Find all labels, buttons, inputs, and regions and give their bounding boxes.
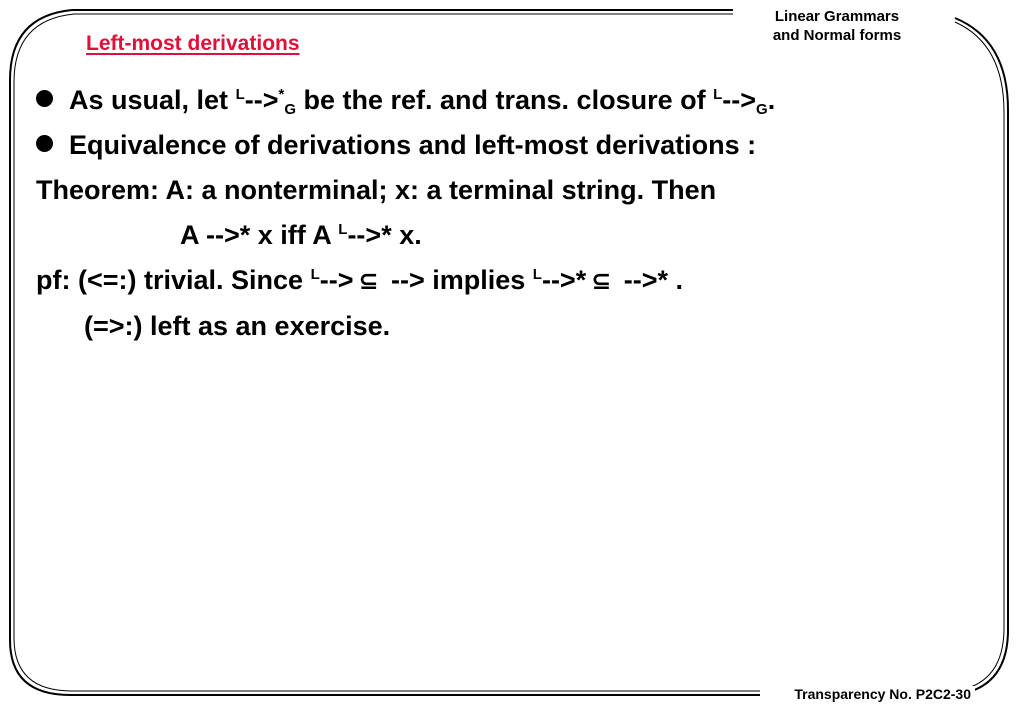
footer-label: Transparency No. P2C2-30: [790, 686, 975, 702]
theorem-statement: A -->* x iff A $^L$-->* x.: [180, 220, 422, 250]
bullet-icon: [36, 90, 53, 107]
proof-line-1: pf: (<=:) trivial. Since $^L$--> ⊆ --> implies $^L$-->* ⊆ -->* .: [36, 264, 683, 301]
slide-title: Left-most derivations: [86, 32, 300, 55]
bullet-line-1: As usual, let $^L$-->*G be the ref. and trans. closure of $^L$-->G.: [36, 84, 775, 121]
header-topic: [733, 7, 941, 45]
subset-icon: ⊆: [358, 268, 379, 295]
proof-line-2: (=>:) left as an exercise.: [84, 311, 391, 341]
topic-line-1: Linear Grammars: [774, 8, 900, 25]
topic-line-2: and Normal forms: [772, 27, 902, 44]
subset-icon: ⊆: [591, 268, 612, 295]
bullet-icon: [36, 135, 53, 152]
theorem-line: Theorem: A: a nonterminal; x: a terminal string. Then: [36, 175, 717, 205]
bullet-line-2: Equivalence of derivations and left-most derivations :: [36, 129, 756, 161]
